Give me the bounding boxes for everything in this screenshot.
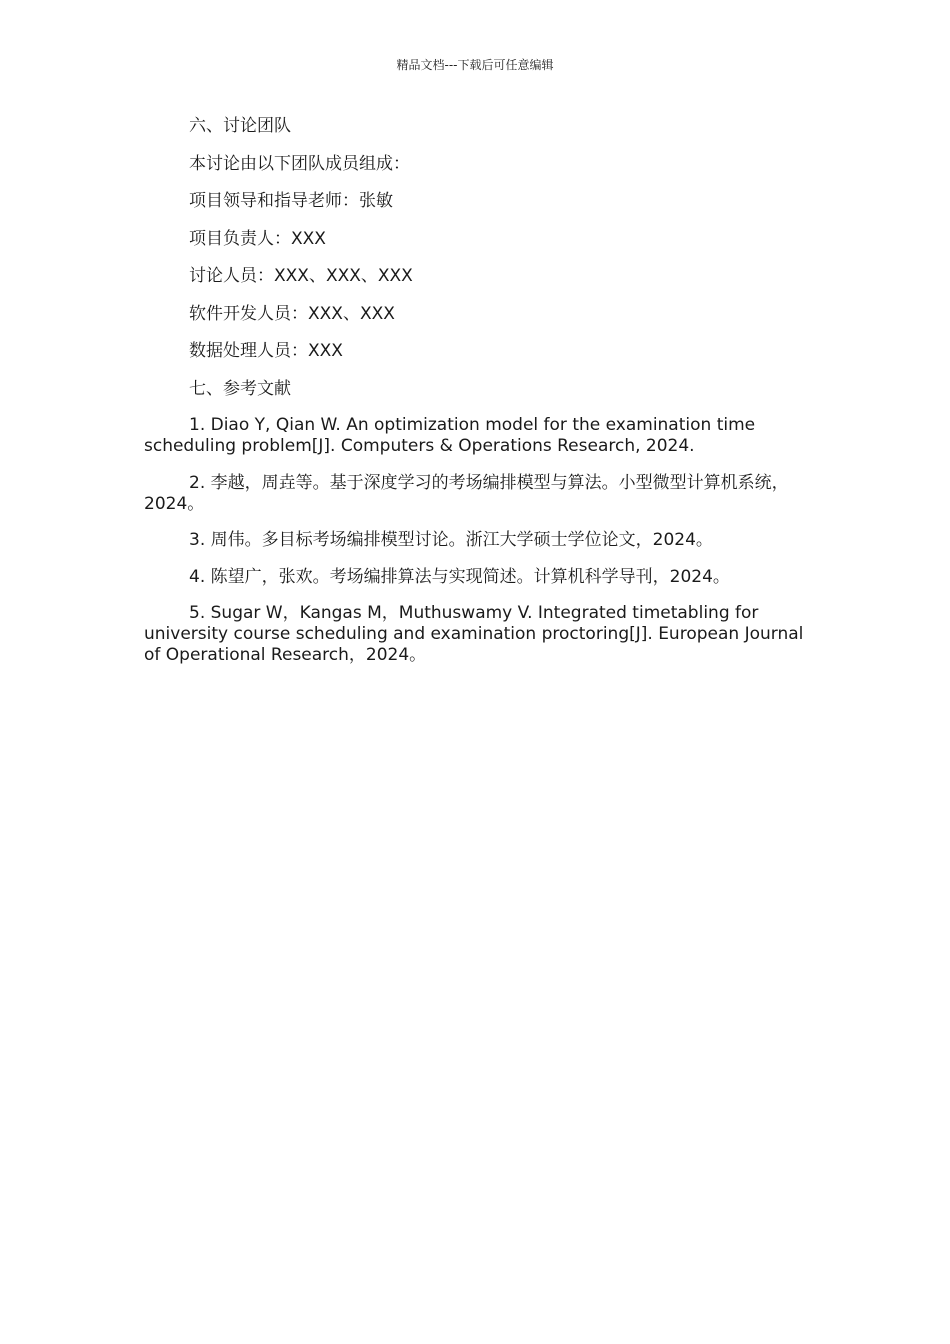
team-member-line: 项目领导和指导老师：张敏 <box>189 191 393 211</box>
section-heading-team: 六、讨论团队 <box>189 116 291 136</box>
reference-item: 4. 陈望广，张欢。考场编排算法与实现简述。计算机科学导刊，2024。 <box>189 566 730 587</box>
page-header: 精品文档---下载后可任意编辑 <box>396 58 554 72</box>
team-member-line: 讨论人员：XXX、XXX、XXX <box>189 266 413 286</box>
team-member-line: 软件开发人员：XXX、XXX <box>189 303 395 324</box>
team-member-line: 数据处理人员：XXX <box>189 341 343 361</box>
reference-item: 3. 周伟。多目标考场编排模型讨论。浙江大学硕士学位论文，2024。 <box>189 530 713 550</box>
reference-item: 2. 李越，周垚等。基于深度学习的考场编排模型与算法。小型微型计算机系统，2024。 <box>144 472 789 514</box>
team-intro: 本讨论由以下团队成员组成： <box>189 153 410 174</box>
reference-item: 1. Diao Y, Qian W. An optimization model for the examination time scheduling problem[J]. Computers & Operations Research, 2024. <box>144 415 756 456</box>
document-body <box>144 115 808 682</box>
section-heading-references: 七、参考文献 <box>189 378 291 399</box>
reference-item: 5. Sugar W，Kangas M，Muthuswamy V. Integrated timetabling for university course scheduling and examination proctoring[J]. European Journal of Operational Research，2024。 <box>144 603 804 665</box>
team-member-line: 项目负责人：XXX <box>189 228 326 249</box>
